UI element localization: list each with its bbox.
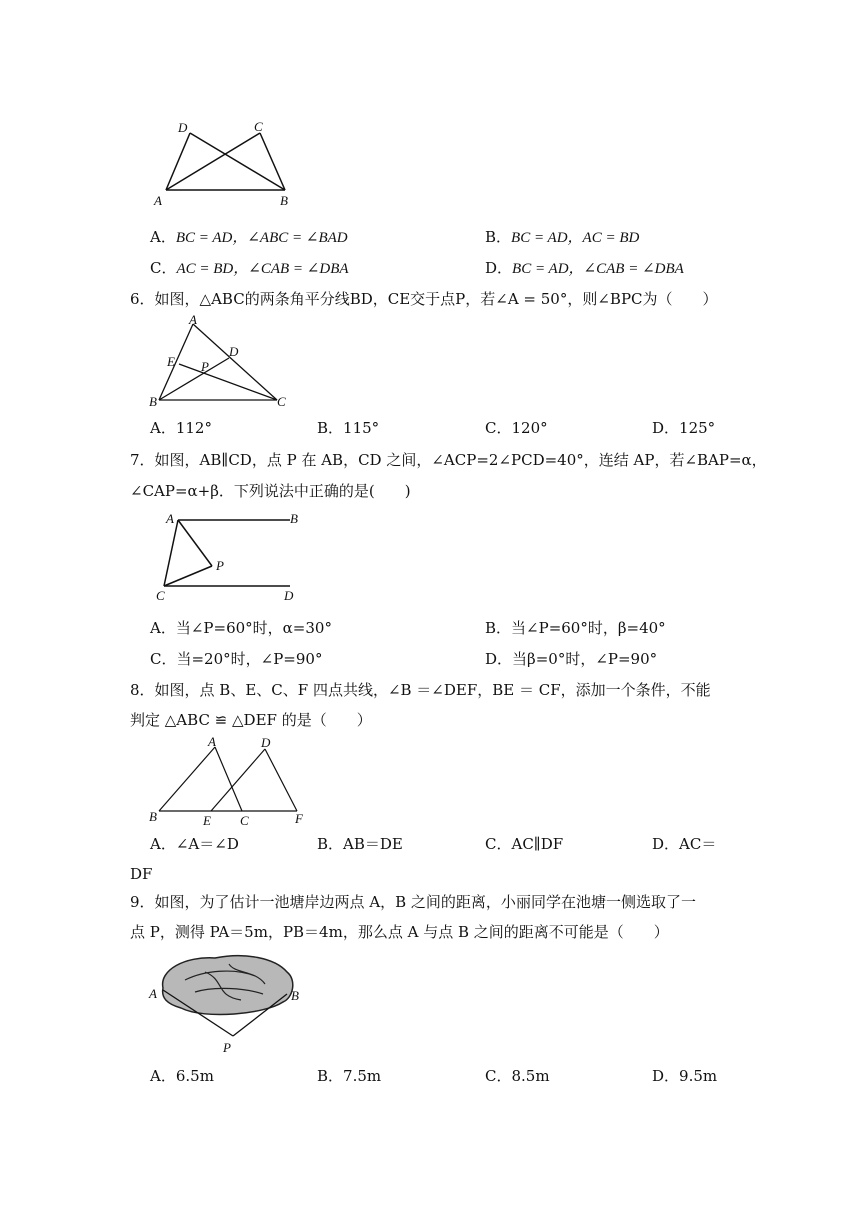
q6-option-d: D．125° xyxy=(652,419,716,437)
q6-option-c: C．120° xyxy=(485,419,548,437)
q7-label-c: C xyxy=(156,588,165,603)
q6-label-a: A xyxy=(189,312,197,327)
q7-label-p: P xyxy=(216,558,224,573)
q8-stem-line2: 判定 △ABC ≌ △DEF 的是（ ） xyxy=(130,711,372,729)
q5-option-b: B．BC = AD，AC = BD xyxy=(485,228,640,246)
q7-option-d: D．当β=0°时，∠P=90° xyxy=(485,650,658,668)
q8-label-f: F xyxy=(295,811,303,826)
q5-label-c: C xyxy=(254,119,263,134)
q9-stem-line2: 点 P，测得 PA＝5m，PB＝4m，那么点 A 与点 B 之间的距离不可能是（ ） xyxy=(130,923,669,941)
q6-label-d: D xyxy=(229,344,239,359)
q6-option-b: B．115° xyxy=(317,419,380,437)
q6-option-a: A．112° xyxy=(150,419,212,437)
q8-label-c: C xyxy=(240,813,249,828)
q5-option-d: D．BC = AD，∠CAB = ∠DBA xyxy=(485,259,684,277)
q9-option-c: C．8.5m xyxy=(485,1067,550,1085)
q8-option-a: A．∠A＝∠D xyxy=(150,835,239,853)
q7-label-a: A xyxy=(166,511,174,526)
q8-figure xyxy=(145,735,315,835)
q7-option-b: B．当∠P=60°时，β=40° xyxy=(485,619,666,637)
q7-figure xyxy=(150,508,320,608)
q7-option-c: C．当=20°时，∠P=90° xyxy=(150,650,323,668)
q8-option-d-wrap: DF xyxy=(130,865,153,883)
q9-figure xyxy=(145,950,315,1060)
q8-label-a: A xyxy=(208,734,216,749)
q6-figure xyxy=(145,312,295,416)
q8-label-e: E xyxy=(203,813,211,828)
q9-label-a: A xyxy=(149,986,157,1001)
q9-option-a: A．6.5m xyxy=(150,1067,214,1085)
q5-label-a: A xyxy=(154,193,162,208)
q7-stem-line1: 7．如图，AB∥CD，点 P 在 AB，CD 之间，∠ACP=2∠PCD=40°，连结 AP，若∠BAP=α， xyxy=(130,451,767,469)
q5-label-d: D xyxy=(178,120,188,135)
q8-option-c: C．AC∥DF xyxy=(485,835,564,853)
q6-label-p: P xyxy=(201,359,209,374)
q9-label-p: P xyxy=(223,1040,231,1055)
q6-label-e: E xyxy=(167,354,175,369)
q8-stem-line1: 8．如图，点 B、E、C、F 四点共线，∠B ＝∠DEF，BE ＝ CF，添加一个条件，不能 xyxy=(130,681,711,699)
q7-option-a: A．当∠P=60°时，α=30° xyxy=(150,619,332,637)
q9-option-b: B．7.5m xyxy=(317,1067,382,1085)
q6-label-c: C xyxy=(277,394,286,409)
q9-stem-line1: 9．如图，为了估计一池塘岸边两点 A，B 之间的距离，小丽同学在池塘一侧选取了一 xyxy=(130,893,696,911)
q5-label-b: B xyxy=(280,193,288,208)
q9-option-d: D．9.5m xyxy=(652,1067,718,1085)
q8-label-d: D xyxy=(261,735,271,750)
q7-label-d: D xyxy=(284,588,294,603)
q6-label-b: B xyxy=(149,394,157,409)
q7-label-b: B xyxy=(290,511,298,526)
q5-option-c: C．AC = BD，∠CAB = ∠DBA xyxy=(150,259,349,277)
q6-stem: 6．如图，△ABC的两条角平分线BD，CE交于点P，若∠A = 50°，则∠BPC为（ ） xyxy=(130,290,718,308)
q7-stem-line2: ∠CAP=α+β．下列说法中正确的是( ) xyxy=(130,482,411,500)
q8-option-d: D．AC＝ xyxy=(652,835,717,853)
q5-option-a: A．BC = AD，∠ABC = ∠BAD xyxy=(150,228,348,246)
q9-label-b: B xyxy=(291,988,299,1003)
q8-label-b: B xyxy=(149,809,157,824)
q8-option-b: B．AB＝DE xyxy=(317,835,403,853)
q5-figure xyxy=(150,115,310,215)
